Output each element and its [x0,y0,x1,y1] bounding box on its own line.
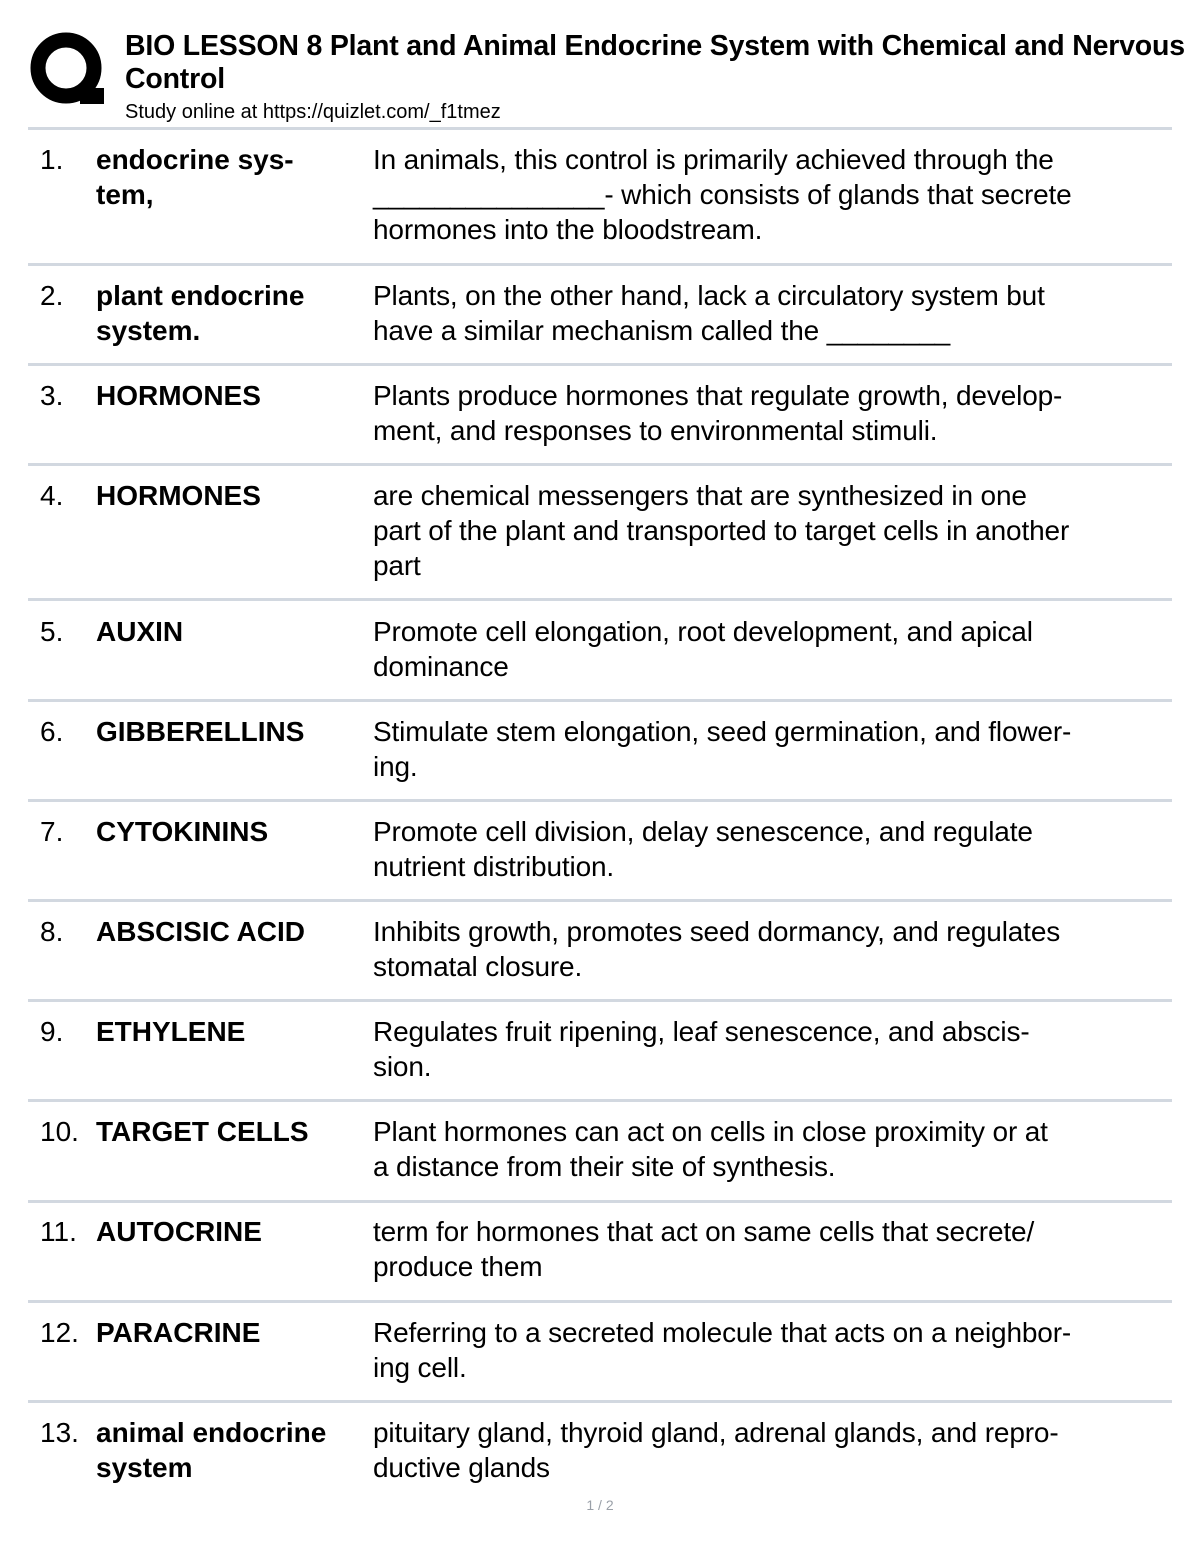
card-number: 5. [40,616,64,647]
page-header [28,28,1185,128]
card-number: 6. [40,716,64,747]
card-definition: Promote cell elongation, root development, and apical dominance [373,616,1033,682]
card-number: 4. [40,480,64,511]
card-term: plant endocrine system. [96,280,305,346]
card-definition: Plants produce hormones that regulate growth, develop- ment, and responses to environmental stimuli. [373,380,1063,446]
card-term: TARGET CELLS [96,1116,309,1147]
card-term: AUXIN [96,616,184,647]
page-number: 1 / 2 [586,1497,614,1513]
divider [28,463,1172,466]
card-term: CYTOKININS [96,816,269,847]
divider [28,1400,1172,1403]
card-definition: are chemical messengers that are synthesized in one part of the plant and transported to target cells in another part [373,480,1070,581]
divider [28,1099,1172,1102]
card-definition: Plants, on the other hand, lack a circulatory system but have a similar mechanism called the ________ [373,280,1045,346]
card-number: 7. [40,816,64,847]
card-term: PARACRINE [96,1317,261,1348]
card-term: HORMONES [96,480,261,511]
card-number: 1. [40,144,64,175]
card-number: 11. [40,1216,77,1247]
divider [28,363,1172,366]
card-term: animal endocrine system [96,1417,327,1483]
divider [28,598,1172,601]
card-term: ABSCISIC ACID [96,916,305,947]
card-definition: Promote cell division, delay senescence, and regulate nutrient distribution. [373,816,1033,882]
card-number: 10. [40,1116,79,1147]
card-number: 2. [40,280,64,311]
divider [28,999,1172,1002]
divider [28,799,1172,802]
quizlet-logo-icon [30,32,104,106]
divider [28,127,1172,130]
card-number: 9. [40,1016,64,1047]
card-definition: Regulates fruit ripening, leaf senescence, and abscis- sion. [373,1016,1030,1082]
divider [28,699,1172,702]
card-definition: Referring to a secreted molecule that acts on a neighbor- ing cell. [373,1317,1072,1383]
card-term: endocrine sys- tem, [96,144,294,210]
card-definition: term for hormones that act on same cells that secrete/ produce them [373,1216,1035,1282]
card-number: 13. [40,1417,79,1448]
card-term: HORMONES [96,380,261,411]
card-number: 12. [40,1317,79,1348]
page-title: BIO LESSON 8 Plant and Animal Endocrine System with Chemical and Nervous Control [125,30,1185,95]
card-term: ETHYLENE [96,1016,246,1047]
card-definition: Plant hormones can act on cells in close proximity or at a distance from their site of synthesis. [373,1116,1048,1182]
study-link[interactable]: Study online at https://quizlet.com/_f1tmez [125,101,501,123]
card-term: AUTOCRINE [96,1216,262,1247]
divider [28,263,1172,266]
card-definition: In animals, this control is primarily achieved through the _______________- which consists of glands that secrete hormones into the bloodstream. [373,144,1072,245]
card-definition: Inhibits growth, promotes seed dormancy, and regulates stomatal closure. [373,916,1061,982]
card-definition: pituitary gland, thyroid gland, adrenal glands, and repro- ductive glands [373,1417,1059,1483]
divider [28,1300,1172,1303]
divider [28,899,1172,902]
card-definition: Stimulate stem elongation, seed germination, and flower- ing. [373,716,1072,782]
card-number: 3. [40,380,64,411]
card-number: 8. [40,916,64,947]
divider [28,1200,1172,1203]
card-term: GIBBERELLINS [96,716,305,747]
